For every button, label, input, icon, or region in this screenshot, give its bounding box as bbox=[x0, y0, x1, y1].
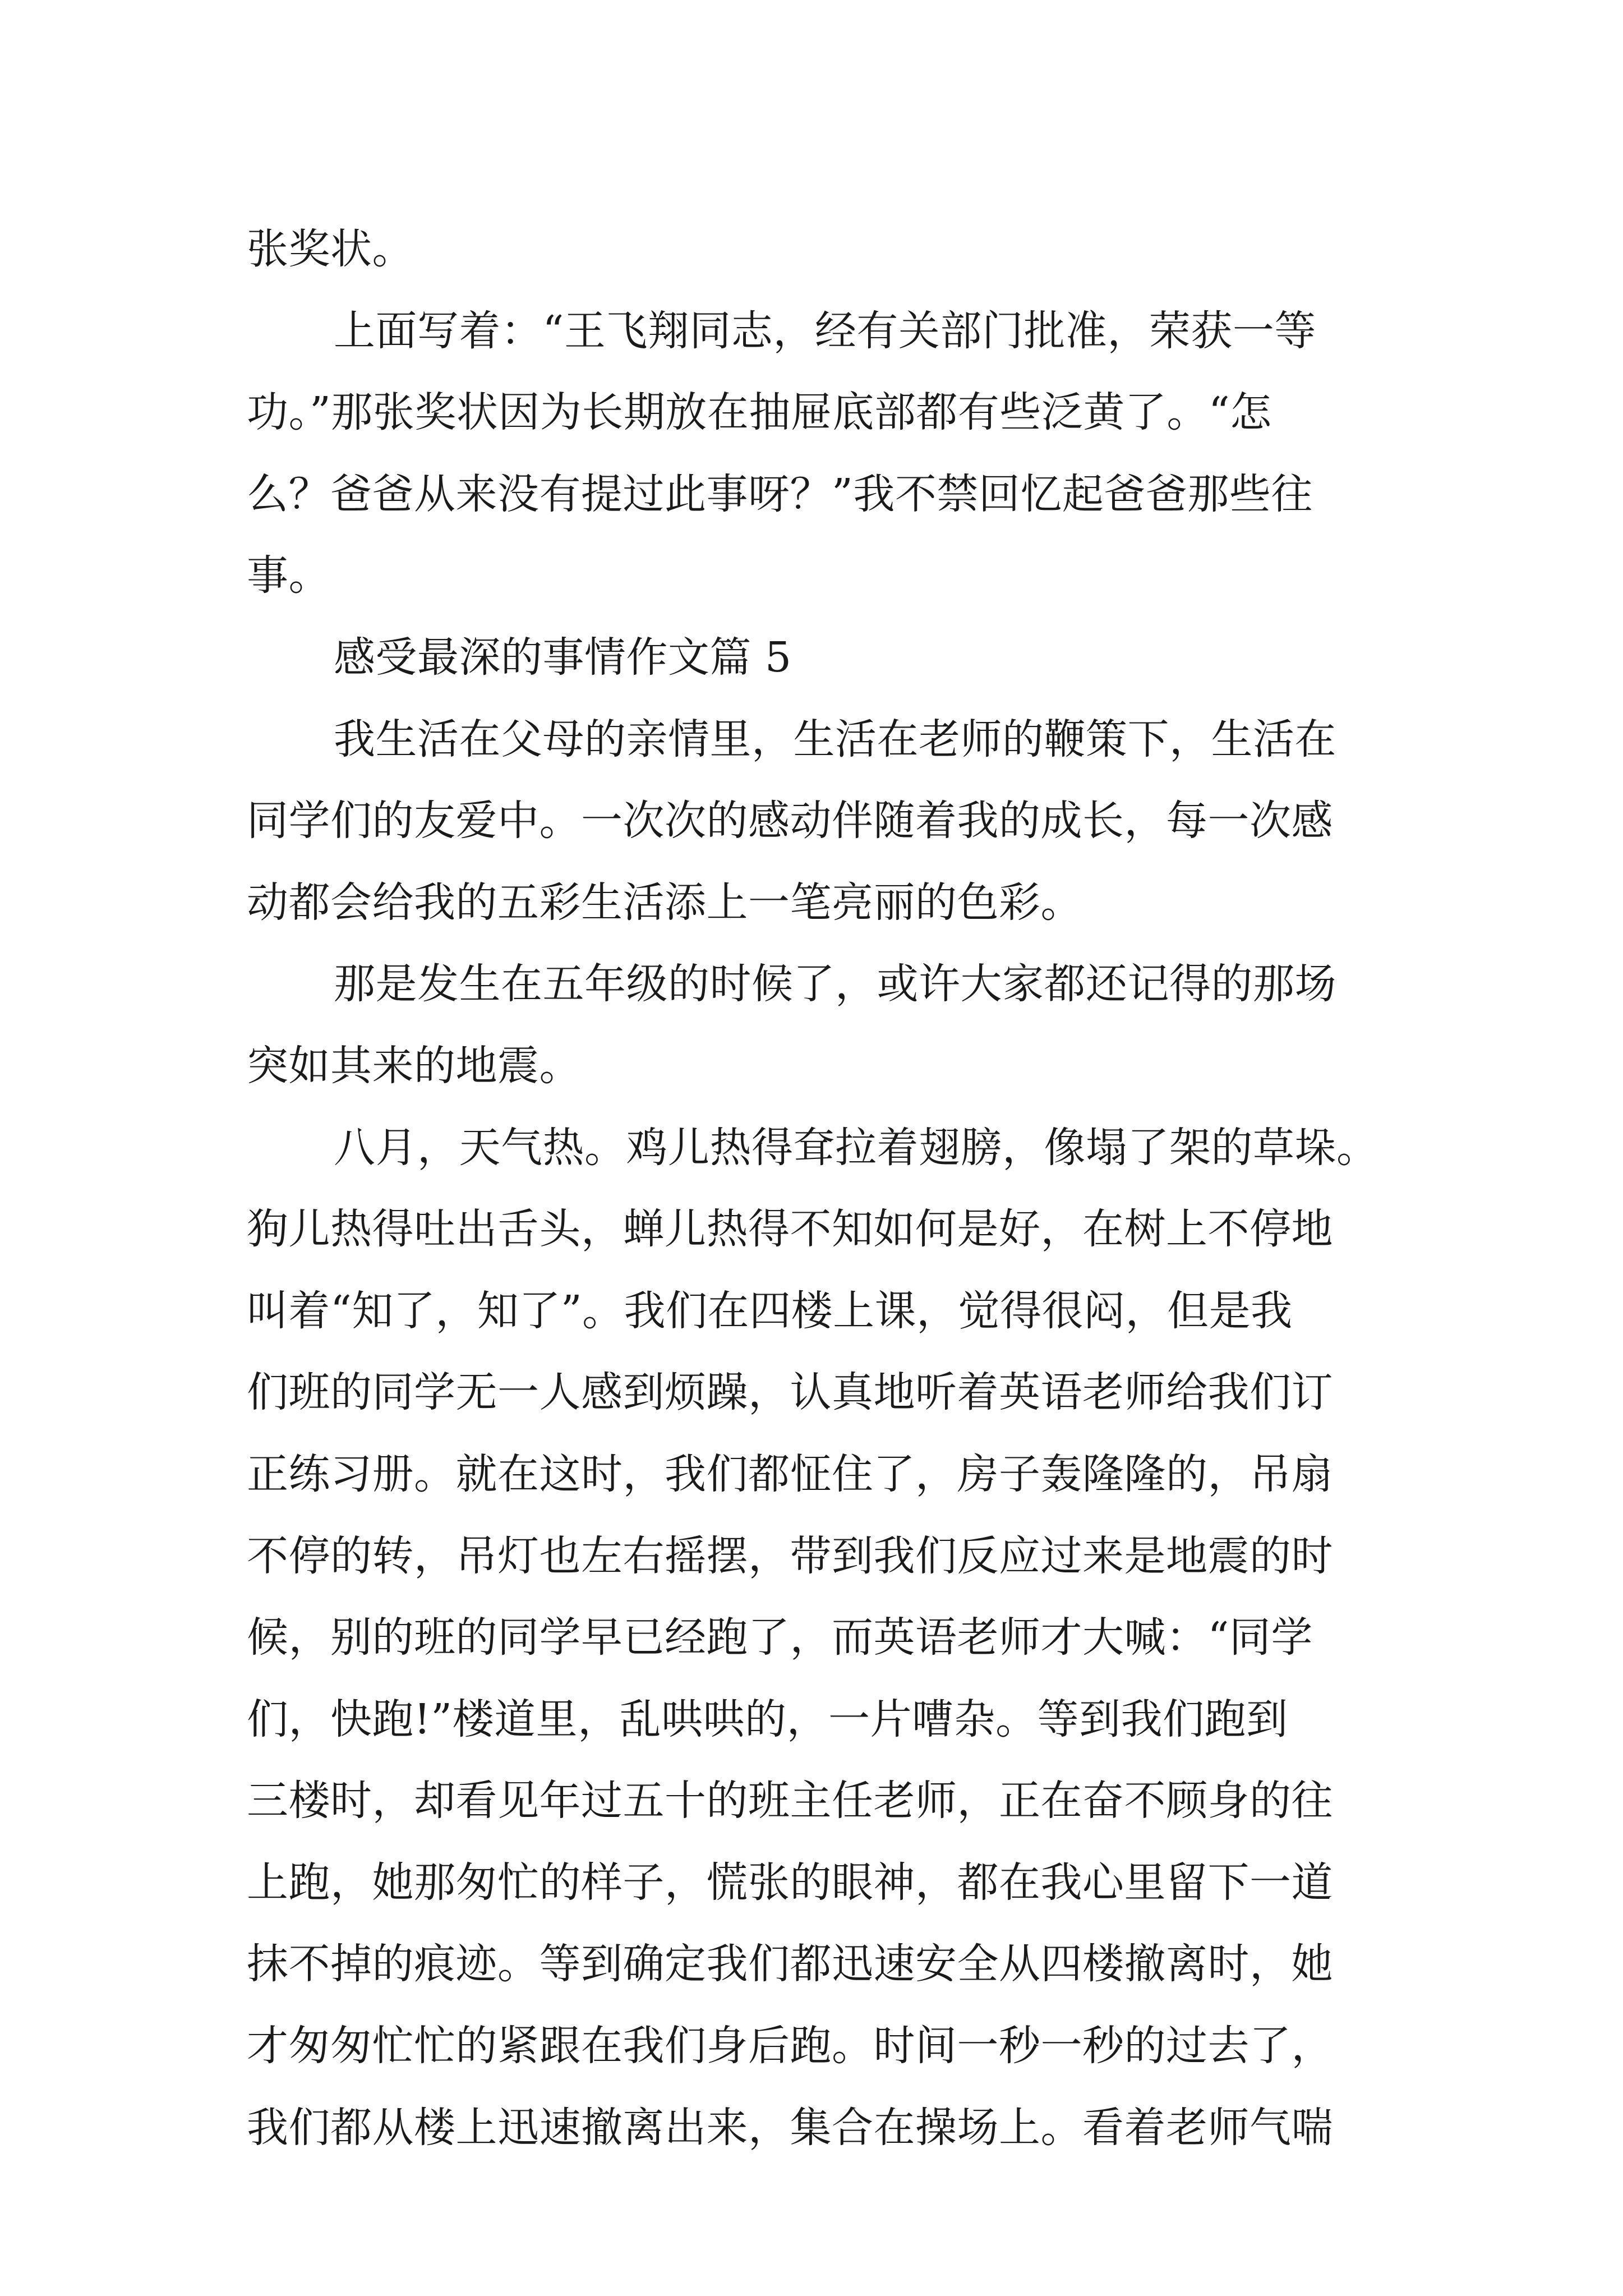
text-line: 我们都从楼上迅速撤离出来，集合在操场上。看着老师气喘 bbox=[247, 2103, 1333, 2152]
text-line: 功。”那张奖状因为长期放在抽屉底部都有些泛黄了。“怎 bbox=[247, 388, 1272, 437]
text-line: 突如其来的地震。 bbox=[247, 1041, 581, 1090]
document-body bbox=[247, 209, 1386, 2169]
text-line: 么？爸爸从来没有提过此事呀？”我不禁回忆起爸爸那些往 bbox=[247, 470, 1313, 518]
paragraph-first-line: 八月，天气热。鸡儿热得耷拉着翅膀，像塌了架的草垛。 bbox=[334, 1123, 1378, 1172]
text-line: 抹不掉的痕迹。等到确定我们都迅速安全从四楼撤离时，她 bbox=[247, 1940, 1333, 1989]
text-line: 正练习册。就在这时，我们都怔住了，房子轰隆隆的，吊扇 bbox=[247, 1450, 1333, 1498]
text-line: 不停的转，吊灯也左右摇摆，带到我们反应过来是地震的时 bbox=[247, 1531, 1333, 1580]
paragraph-first-line: 我生活在父母的亲情里，生活在老师的鞭策下，生活在 bbox=[334, 715, 1336, 763]
text-line: 候，别的班的同学早已经跑了，而英语老师才大喊：“同学 bbox=[247, 1613, 1313, 1662]
text-line: 们，快跑!”楼道里，乱哄哄的，一片嘈杂。等到我们跑到 bbox=[247, 1695, 1288, 1743]
text-line: 事。 bbox=[247, 551, 330, 600]
text-line: 上跑，她那匆忙的样子，慌张的眼神，都在我心里留下一道 bbox=[247, 1858, 1333, 1907]
paragraph-first-line: 上面写着：“王飞翔同志，经有关部门批准，荣获一等 bbox=[334, 306, 1316, 355]
text-line: 三楼时，却看见年过五十的班主任老师，正在奋不顾身的往 bbox=[247, 1777, 1333, 1825]
section-heading: 感受最深的事情作文篇 5 bbox=[334, 633, 792, 682]
text-line: 才匆匆忙忙的紧跟在我们身后跑。时间一秒一秒的过去了， bbox=[247, 2022, 1333, 2070]
text-line: 狗儿热得吐出舌头，蝉儿热得不知如何是好，在树上不停地 bbox=[247, 1205, 1333, 1254]
paragraph-first-line: 那是发生在五年级的时候了，或许大家都还记得的那场 bbox=[334, 960, 1336, 1009]
text-line: 动都会给我的五彩生活添上一笔亮丽的色彩。 bbox=[247, 878, 1082, 927]
text-line: 张奖状。 bbox=[247, 225, 414, 273]
text-line: 叫着“知了，知了”。我们在四楼上课，觉得很闷，但是我 bbox=[247, 1286, 1293, 1335]
text-line: 们班的同学无一人感到烦躁，认真地听着英语老师给我们订 bbox=[247, 1368, 1333, 1417]
text-line: 同学们的友爱中。一次次的感动伴随着我的成长，每一次感 bbox=[247, 797, 1333, 845]
